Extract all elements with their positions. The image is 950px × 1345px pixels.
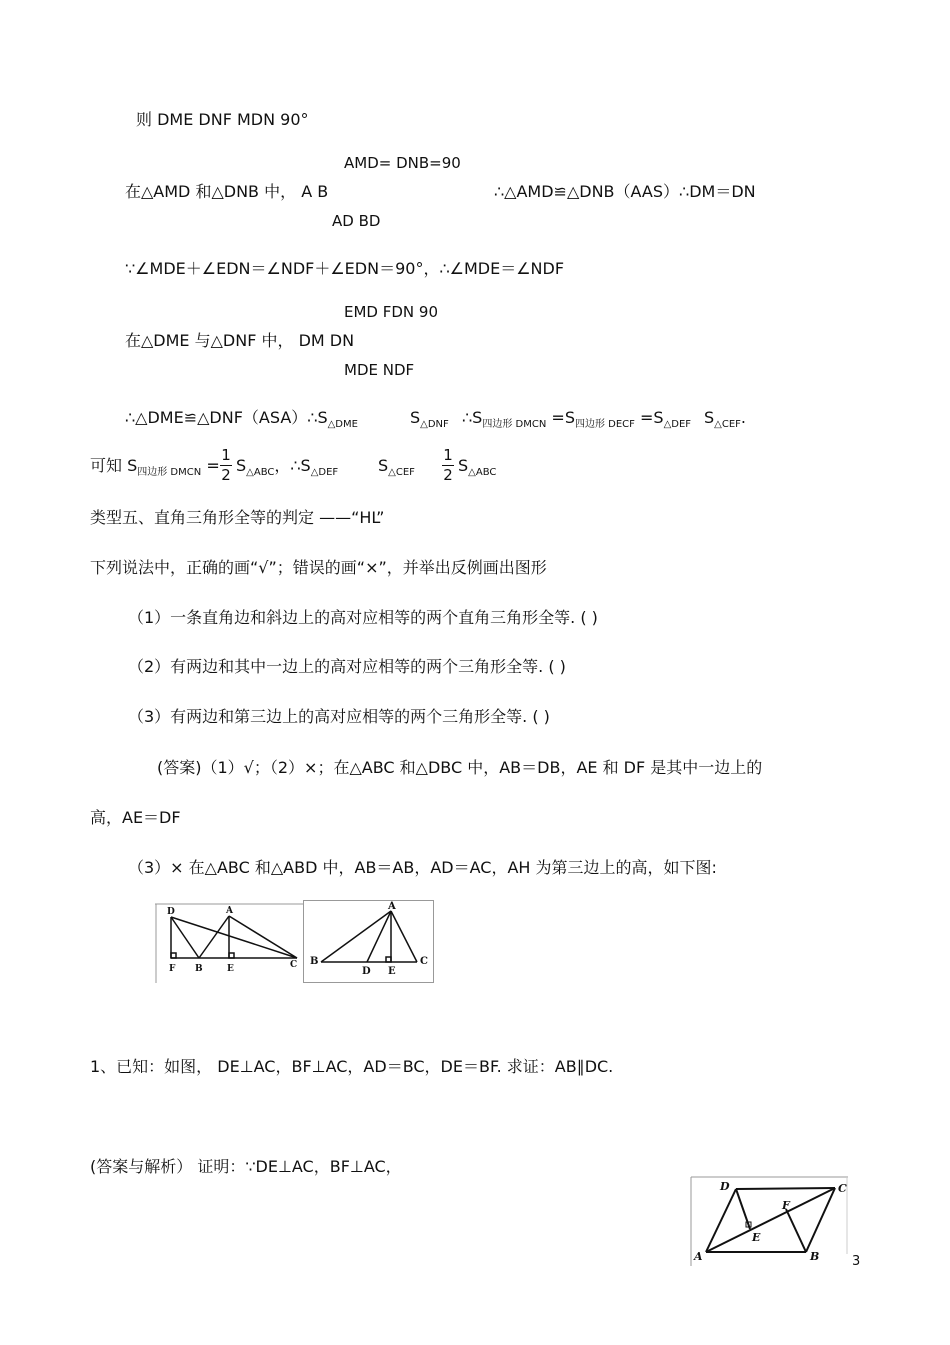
in-triangle-dme-dnf: 在△DME 与△DNF 中， DM DN — [125, 331, 355, 350]
fig3-label-f: F — [782, 1199, 790, 1212]
fig2-label-d: D — [362, 966, 371, 977]
fig1-label-e: E — [227, 964, 234, 974]
fig2-label-b: B — [310, 956, 319, 967]
figure-triangles-abc-abd — [303, 900, 434, 983]
brace-row-4: EMD FDN 90 — [344, 303, 438, 321]
fig1-label-b: B — [195, 964, 203, 974]
area-cef: $S_{\triangle CEF}$. — [704, 408, 746, 430]
fraction-half-1: $\frac{1}{2}$ — [221, 446, 231, 484]
question-1: （1）一条直角边和斜边上的高对应相等的两个直角三角形全等. ( ) — [128, 608, 598, 627]
figure-triangles-abc-dbc — [155, 903, 303, 983]
known-area: 可知 $S_{四边形 DMCN}$ = — [90, 456, 220, 478]
fig1-label-c: C — [290, 960, 298, 970]
fraction-half-2: $\frac{1}{2}$ — [443, 446, 453, 484]
dme-congruent-dnf: $\therefore\triangle DME≌\triangle DNF(ASA)\therefore S_{\triangle DME}$ — [125, 408, 358, 430]
page-number: 3 — [852, 1254, 861, 1269]
fig1-label-a: A — [226, 906, 233, 916]
figure-quadrilateral-abcd — [690, 1176, 848, 1266]
section-type-five: 类型五、直角三角形全等的判定 ——“HL” — [90, 508, 385, 527]
area-abc-2: $S_{\triangle ABC}$ — [458, 456, 497, 478]
answer-line-1: (答案)（1）√；（2）×；在△ABC 和△DBC 中，AB＝DB，AE 和 DF 是其中一边上的 — [157, 758, 763, 777]
fig2-label-c: C — [420, 956, 428, 967]
instruction: 下列说法中，正确的画“√”；错误的画“×”，并举出反例画出图形 — [90, 558, 547, 577]
answer-line-2: 高，AE＝DF — [90, 808, 181, 827]
fig2-label-a: A — [388, 901, 396, 912]
fig3-label-d: D — [720, 1180, 730, 1193]
angle-equation: ∵∠MDE＋∠EDN＝∠NDF＋∠EDN＝90°，∴∠MDE＝∠NDF — [125, 259, 565, 278]
question-2: （2）有两边和其中一边上的高对应相等的两个三角形全等. ( ) — [128, 657, 566, 676]
area-cef-2: $S_{\triangle CEF}$ — [378, 456, 415, 478]
fig1-label-f: F — [169, 964, 176, 974]
in-triangle-amd-dnb: 在△AMD 和△DNB 中， A B — [125, 182, 329, 201]
amd-congruent-dnb: ∴△AMD≌△DNB（AAS）∴DM＝DN — [494, 182, 756, 201]
area-dmcn: $\therefore S_{四边形 DMCN} =S_{四边形 DECF} =S_{\triangle DEF}$ — [462, 408, 692, 430]
fig3-label-a: A — [694, 1250, 703, 1263]
fig3-label-e: E — [752, 1231, 761, 1244]
solution-start: (答案与解析） 证明：∵DE⊥AC，BF⊥AC， — [90, 1157, 402, 1176]
area-dnf: $S_{\triangle DNF}$ — [410, 408, 449, 430]
fig1-label-d: D — [167, 907, 175, 917]
fig2-label-e: E — [388, 966, 396, 977]
problem-1: 1、已知：如图， DE⊥AC，BF⊥AC，AD＝BC，DE＝BF. 求证：AB∥DC. — [90, 1057, 614, 1076]
brace-row-1: AMD= DNB=90 — [344, 154, 461, 172]
question-3: （3）有两边和第三边上的高对应相等的两个三角形全等. ( ) — [128, 707, 550, 726]
brace-row-6: MDE NDF — [344, 361, 415, 379]
fig3-label-b: B — [810, 1250, 820, 1263]
answer-line-3: （3）× 在△ABC 和△ABD 中，AB＝AB，AD＝AC，AH 为第三边上的高，如下图: — [128, 858, 717, 877]
area-abc-1: $S_{\triangle ABC}$，$\therefore S_{\triangle DEF}$ — [236, 456, 339, 478]
line-then: 则 DME DNF MDN 90° — [136, 110, 309, 129]
brace-row-3: AD BD — [332, 212, 381, 230]
fig3-label-c: C — [838, 1182, 847, 1195]
